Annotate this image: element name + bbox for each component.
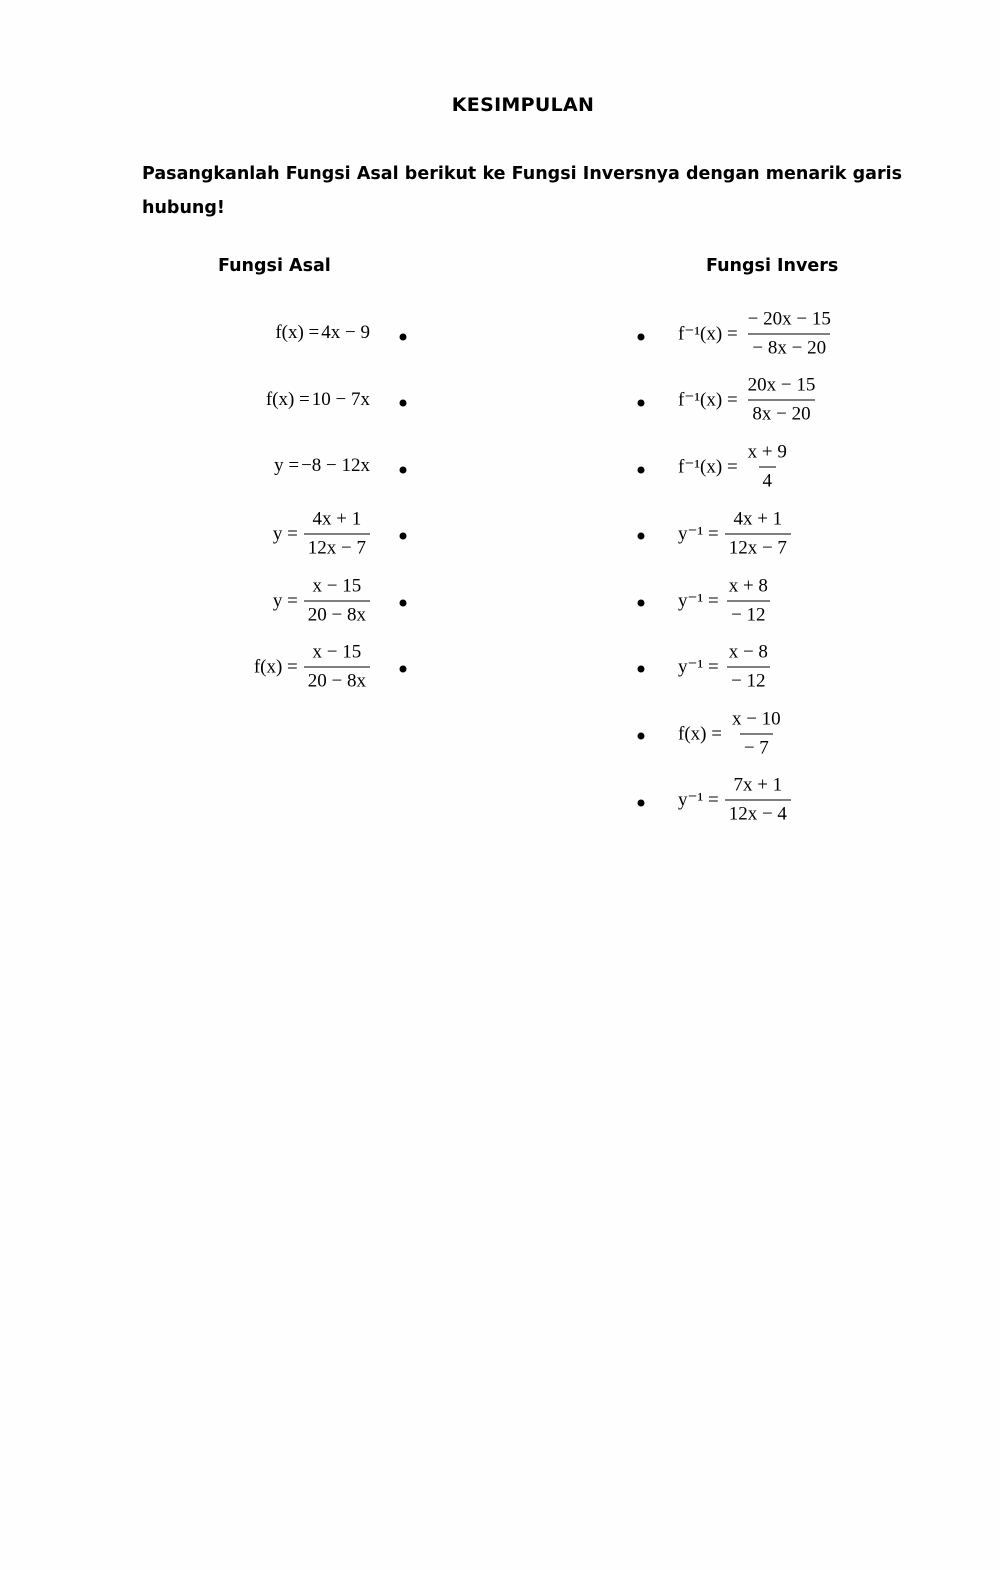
asal-connector-dot-5[interactable] [400,600,407,607]
asal-connector-dot-6[interactable] [400,666,407,673]
fraction: $\frac{x + 8}{- 12}$ [728,575,768,626]
fraction: $\frac{4x + 1}{12x - 7}$ [304,509,370,560]
fraction: $\frac{20x - 15}{8x - 20}$ [747,374,816,425]
asal-function-4: y = $\frac{4x + 1}{12x - 7}$ [273,509,370,560]
invers-function-6: y⁻¹ = $\frac{x - 8}{- 12}$ [678,642,772,693]
asal-function-1: f(x) = 4x − 9 [275,322,370,343]
asal-function-3: y = −8 − 12x [274,455,370,476]
fraction: $\frac{7x + 1}{12x - 4}$ [725,775,791,826]
invers-function-5: y⁻¹ = $\frac{x + 8}{- 12}$ [678,576,772,627]
invers-function-3: f⁻¹(x) = $\frac{x + 9}{4}$ [678,442,791,493]
invers-function-2: f⁻¹(x) = $\frac{20x - 15}{8x - 20}$ [678,375,819,426]
invers-connector-dot-1[interactable] [638,334,645,341]
asal-expr: −8 − 12x [301,455,370,476]
fraction: $\frac{x + 9}{4}$ [747,441,787,492]
fraction: $\frac{x - 15}{20 - 8x}$ [304,576,370,627]
asal-connector-dot-3[interactable] [400,467,407,474]
invers-connector-dot-7[interactable] [638,733,645,740]
asal-function-2: f(x) = 10 − 7x [265,389,370,410]
invers-function-7: f(x) = $\frac{x - 10}{- 7}$ [678,709,785,760]
invers-function-8: y⁻¹ = $\frac{7x + 1}{12x - 4}$ [678,775,791,826]
invers-connector-dot-5[interactable] [638,600,645,607]
fungsi-asal-header: Fungsi Asal [218,256,331,276]
invers-connector-dot-4[interactable] [638,533,645,540]
invers-connector-dot-8[interactable] [638,800,645,807]
invers-connector-dot-3[interactable] [638,467,645,474]
invers-connector-dot-2[interactable] [638,400,645,407]
asal-expr: 4x − 9 [321,322,370,343]
fraction: $\frac{x - 10}{- 7}$ [731,708,781,759]
asal-connector-dot-2[interactable] [400,400,407,407]
fraction: $\frac{x - 15}{20 - 8x}$ [304,642,370,693]
invers-function-4: y⁻¹ = $\frac{4x + 1}{12x - 7}$ [678,509,791,560]
instruction-text: Pasangkanlah Fungsi Asal berikut ke Fungsi Inversnya dengan menarik garis hubung! [142,164,902,218]
asal-function-6: f(x) = $\frac{x - 15}{20 - 8x}$ [254,642,370,693]
asal-expr: 10 − 7x [311,389,370,410]
fraction: $\frac{4x + 1}{12x - 7}$ [725,509,791,560]
asal-function-5: y = $\frac{x - 15}{20 - 8x}$ [273,576,370,627]
invers-function-1: f⁻¹(x) = $\frac{- 20x - 15}{- 8x - 20}$ [678,309,835,360]
page-title: KESIMPULAN [451,94,595,116]
invers-connector-dot-6[interactable] [638,666,645,673]
asal-connector-dot-4[interactable] [400,533,407,540]
fraction: $\frac{x - 8}{- 12}$ [728,641,768,692]
asal-connector-dot-1[interactable] [400,334,407,341]
fungsi-invers-header: Fungsi Invers [706,256,839,276]
fraction: $\frac{- 20x - 15}{- 8x - 20}$ [747,308,831,359]
